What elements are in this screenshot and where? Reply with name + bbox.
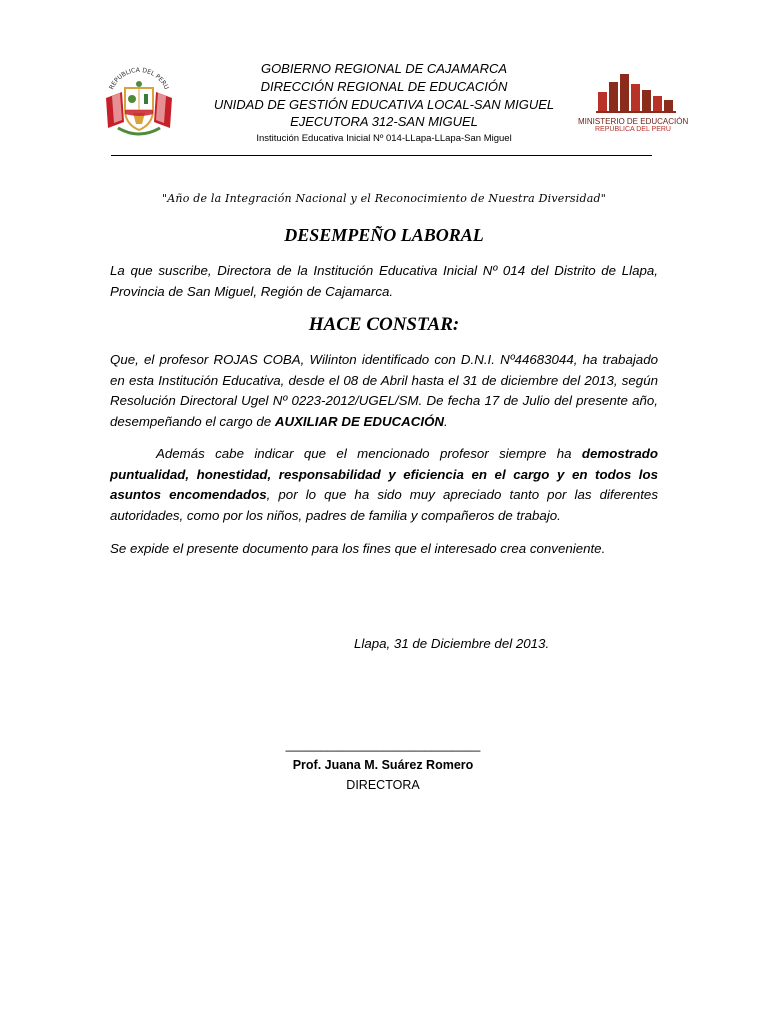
- body-paragraph-2: [110, 444, 658, 527]
- body2-bold: demostrado puntualidad, honestidad, responsabilidad y eficiencia en el cargo y en todos los asuntos encomendados: [110, 446, 658, 503]
- body2-text-a: Además cabe indicar que el mencionado profesor siempre ha: [156, 446, 582, 461]
- body1-text-b: .: [444, 414, 448, 430]
- intro-paragraph: La que suscribe, Directora de la Institución Educativa Inicial Nº 014 del Distrito de Llapa, Provincia de San Miguel, Región de Cajamarca.: [110, 263, 658, 299]
- logo-ring-text: REPUBLICA DEL PERU: [108, 66, 170, 91]
- peru-coat-of-arms-logo: [96, 58, 182, 140]
- body1-bold: AUXILIAR DE EDUCACIÓN: [274, 414, 445, 430]
- header-line-3: UNIDAD DE GESTIÓN EDUCATIVA LOCAL-SAN MIGUEL: [213, 97, 555, 112]
- ministerio-name: MINISTERIO DE EDUCACIÓN: [578, 117, 689, 126]
- closing-paragraph: Se expide el presente documento para los fines que el interesado crea conveniente.: [110, 541, 606, 556]
- signatory-name: Prof. Juana M. Suárez Romero: [292, 758, 474, 772]
- document-title: DESEMPEÑO LABORAL: [284, 225, 484, 245]
- header-line-1: GOBIERNO REGIONAL DE CAJAMARCA: [260, 61, 508, 76]
- header-line-5: Institución Educativa Inicial Nº 014-LLapa-LLapa-San Miguel: [256, 133, 512, 144]
- header-line-2: DIRECCIÓN REGIONAL DE EDUCACIÓN: [260, 79, 508, 94]
- ministerio-educacion-logo: [578, 70, 688, 150]
- header-line-4: EJECUTORA 312-SAN MIGUEL: [290, 114, 478, 129]
- ministerio-republica: REPÚBLICA DEL PERÚ: [595, 126, 671, 133]
- header-divider: [111, 155, 652, 156]
- signatory-role: DIRECTORA: [346, 778, 420, 792]
- hace-constar-heading: HACE CONSTAR:: [308, 314, 460, 335]
- body2-text-b: , por lo que ha sido muy apreciado tanto por las diferentes autoridades, como por los niños, padres de familia y compañeros de trabajo.: [110, 487, 658, 524]
- body-paragraph-1: [110, 350, 658, 433]
- signature-line: ____________________________: [285, 738, 481, 752]
- date-line: Llapa, 31 de Diciembre del 2013.: [354, 636, 550, 651]
- ministerio-bars-icon: [578, 70, 688, 116]
- year-motto: "Año de la Integración Nacional y el Reconocimiento de Nuestra Diversidad": [162, 192, 606, 205]
- body1-text-a: Que, el profesor ROJAS COBA, Wilinton identificado con D.N.I. Nº44683044, ha trabajado en esta Institución Educativa, desde el 08 de Abril hasta el 31 de diciembre del 2013, según Resolución Directoral Ugel Nº 0223-2012/UGEL/SM. De fecha 17 de Julio del presente año, desempeñando el cargo de: [110, 352, 658, 430]
